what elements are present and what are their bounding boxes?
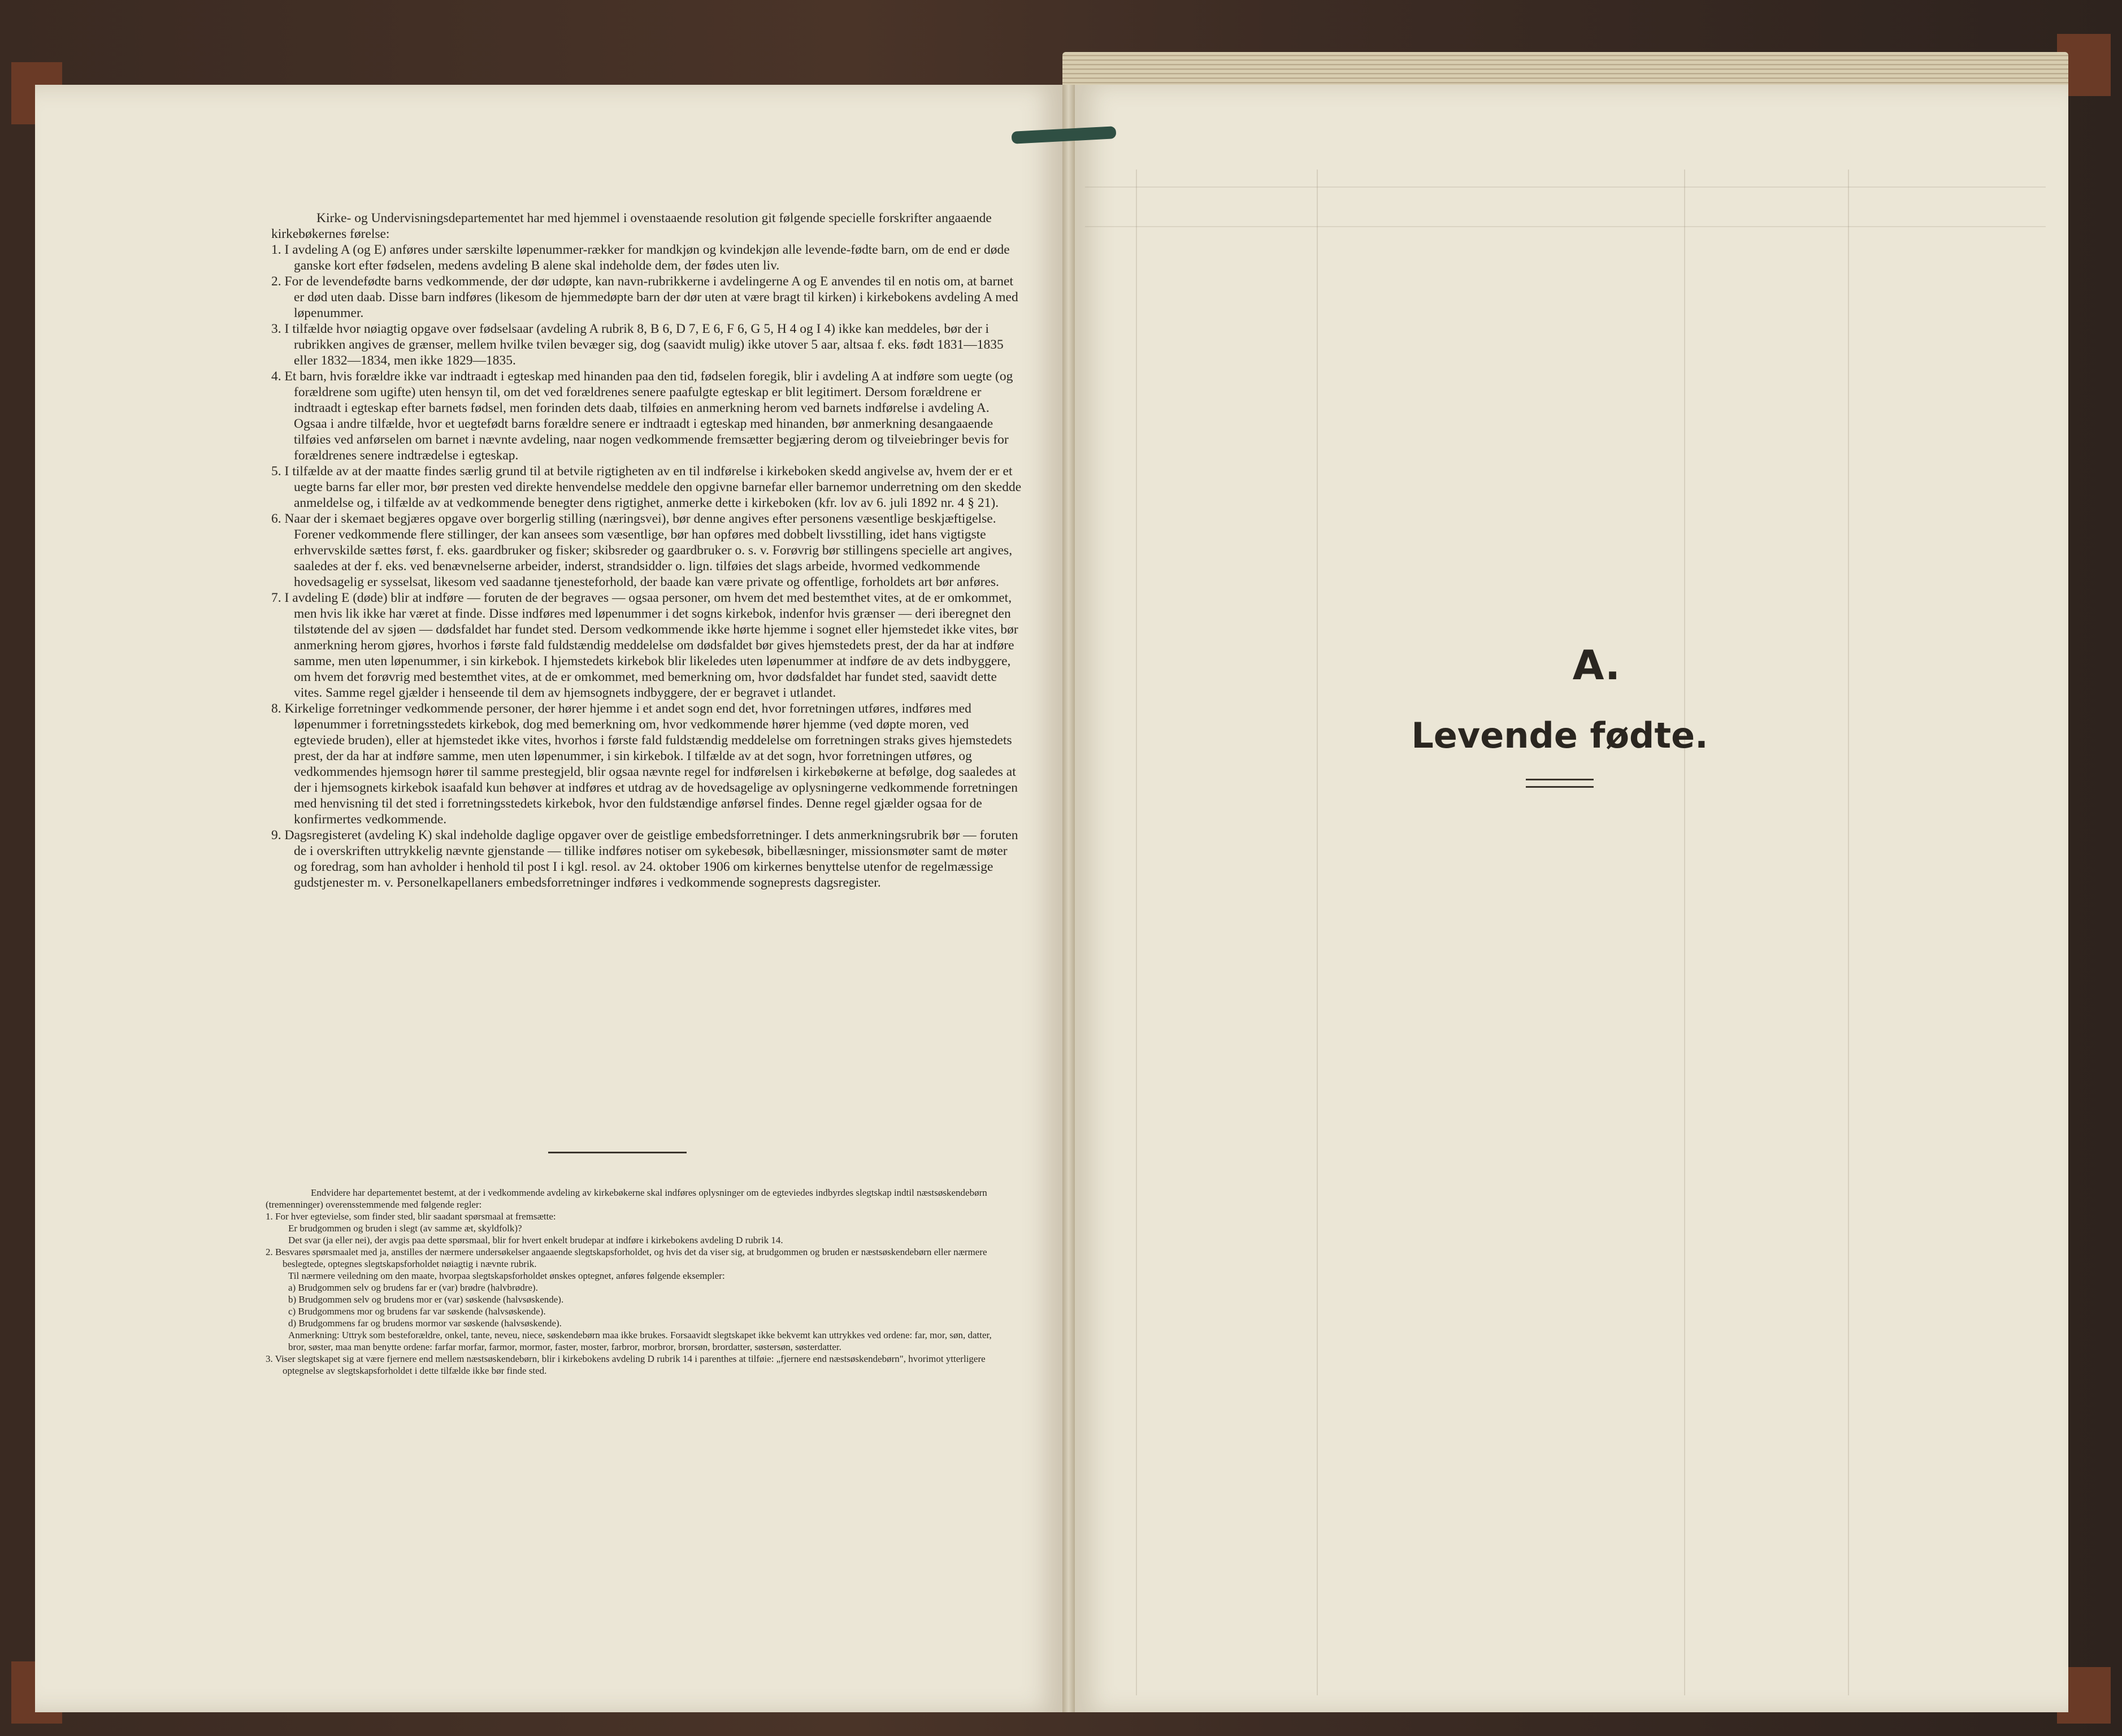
kinship-note: Anmerkning: Uttryk som besteforældre, onkel, tante, neveu, niece, søskendebørn maa ikke brukes. Forsaavidt slegtskapet ikke bekvemt kan uttrykkes ved ordene: far, mor, søn, datter, bror, søster, maa man benytte ordene: farfar morfar, farmor, mormor, faster, moster, farbror, morbror, brorsøn, brordatter, søstersøn, søsterdatter. [288, 1330, 992, 1352]
regulation-item: 2. For de levendefødte barns vedkommende, der dør udøpte, kan navn-rubrikkerne i avdelingerne A og E anvendes til en notis om, at barnet er død uten daab. Disse barn indføres (likesom de hjemmedøpte barn der dør uten at være bragt til kirken) i kirkebokens avdeling A med løpenummer. [271, 274, 1018, 320]
kinship-example: a) Brudgommen selv og brudens far er (var) brødre (halvbrødre). [288, 1282, 538, 1293]
show-through-grid-line [1085, 186, 2046, 188]
regulation-item: 5. I tilfælde av at der maatte findes særlig grund til at betvile rigtigheten av en til indførelse i kirkeboken skedd angivelse av, hvem der er et uegte barns far eller mor, bør presten ved direkte henvendelse meddele den opgivne barnefar eller barnemor underretning om den skedde anmeldelse og, i tilfælde av at vedkommende benegter dens rigtighet, anmerke dette i kirkeboken (kfr. lov av 6. juli 1892 nr. 4 § 21). [271, 464, 1022, 510]
book-gutter [1062, 85, 1075, 1712]
regulation-item: 9. Dagsregisteret (avdeling K) skal indeholde daglige opgaver over de geistlige embedsforretninger. I dets anmerkningsrubrik bør — foruten de i overskriften uttrykkelig nævnte gjenstande — tillike indføres notiser om sykebesøk, bibellæsninger, missionsmøter samt de møter og foredrag, som han avholder i henhold til post I i kgl. resol. av 24. oktober 1906 om kirkernes benyttelse utenfor de regelmæssige gudstjenester m. v. Personelkapellaners embedsforretninger indføres i vedkommende sogneprests dagsregister. [271, 828, 1018, 890]
regulation-item: 6. Naar der i skemaet begjæres opgave over borgerlig stilling (næringsvei), bør denne angives efter personens væsentlige beskjæftigelse. Forener vedkommende flere stillinger, der kan ansees som væsentlige, bør han opføres med dobbelt livsstilling, idet hans vigtigste erhvervskilde sættes først, f. eks. gaardbruker og fisker; skibsreder og gaardbruker o. s. v. Forøvrig bør stillingens specielle art angives, saaledes at der f. eks. ved benævnelserne arbeider, inderst, strandsidder o. lign. tilføies det slags arbeide, hvormed vedkommende hovedsagelig er sysselsat, likesom ved saadanne tjenesteforhold, der baade kan være private og offentlige, forholdets art bør anføres. [271, 511, 1013, 589]
kinship-item: Det svar (ja eller nei), der avgis paa dette spørsmaal, blir for hvert enkelt brudepar at indføre i kirkebokens avdeling D rubrik 14. [288, 1235, 783, 1245]
show-through-grid-line [1085, 226, 2046, 227]
regulation-item: 3. I tilfælde hvor nøiagtig opgave over fødselsaar (avdeling A rubrik 8, B 6, D 7, E 6, F 6, G 5, H 4 og I 4) ikke kan meddeles, bør der i rubrikken angives de grænser, mellem hvilke tvilen bevæger sig, dog (saavidt mulig) ikke utover 5 aar, altsaa f. eks. født 1831—1835 eller 1832—1834, men ikke 1829—1835. [271, 322, 1004, 368]
show-through-grid-line [1848, 170, 1849, 1695]
regulation-item: 1. I avdeling A (og E) anføres under særskilte løpenummer-rækker for mandkjøn og kvindekjøn alle levende-fødte barn, om de end er døde ganske kort efter fødselen, medens avdeling B alene skal indeholde dem, der fødes uten liv. [271, 242, 1010, 273]
regulations-text [271, 210, 1023, 891]
title-double-rule [1526, 779, 1594, 788]
show-through-grid-line [1317, 170, 1318, 1695]
kinship-example: d) Brudgommens far og brudens mormor var søskende (halvsøskende). [288, 1318, 562, 1329]
regulations-intro: Kirke- og Undervisningsdepartementet har med hjemmel i ovenstaaende resolution git følgende specielle forskrifter angaaende kirkebøkernes førelse: [271, 211, 992, 241]
regulation-item: 7. I avdeling E (døde) blir at indføre — foruten de der begraves — ogsaa personer, om hvem det med bestemthet vites, at de er omkommet, men hvis lik ikke har været at finde. Disse indføres med løpenummer i det sogns kirkebok, indenfor hvis grænser — deri iberegnet den tilstøtende del av sjøen — dødsfaldet har fundet sted. Dersom vedkommende ikke hørte hjemme i sognet eller hjemstedet ikke vites, bør anmerkning herom gjøres, hvorhos i første fald fuldstændig meddelelse om dødsfaldet bør gives hjemstedets prest, der da har at indføre samme, men uten løpenummer, i sin kirkebok. I hjemstedets kirkebok blir likeledes uten løpenummer at indføre de av dets indbyggere, om hvem det forøvrig med bestemthet vites, at de er omkommet, med bemerkning om, hvor dødsfaldet har fundet sted, saavidt dette vites. Samme regel gjælder i henseende til dem av hjemsognets indbyggere, der er begravet i utlandet. [271, 591, 1018, 700]
show-through-grid-line [1136, 170, 1137, 1695]
kinship-example: b) Brudgommen selv og brudens mor er (var) søskende (halvsøskende). [288, 1294, 564, 1305]
regulation-item: 4. Et barn, hvis forældre ikke var indtraadt i egteskap med hinanden paa den tid, fødselen foregik, blir i avdeling A at indføre som uegte (og forældrene som ugifte) uten hensyn til, om det ved forældrenes senere paafulgte egteskap er blit legitimert. Dersom forældrene er indtraadt i egteskap efter barnets fødsel, men forinden dets daab, tilføies en anmerkning herom ved barnets indførelse i avdeling A. Ogsaa i andre tilfælde, hvor et uegtefødt barns forældre senere er indtraadt i egteskap med hinanden, bør anmerkning desangaaende tilføies ved anførselen om barnet i nævnte avdeling, naar nogen vedkommende fremsætter begjæring derom og tilveiebringer bevis for forældrenes senere indtrædelse i egteskap. [271, 369, 1013, 463]
kinship-item: Til nærmere veiledning om den maate, hvorpaa slegtskapsforholdet ønskes optegnet, anføres følgende eksempler: [288, 1270, 725, 1281]
kinship-item: 3. Viser slegtskapet sig at være fjernere end mellem næstsøskendebørn, blir i kirkebokens avdeling D rubrik 14 i parenthes at tilføie: „fjernere end næstsøskendebørn", hvorimot ytterligere optegnelse av slegtskapsforholdet i dette tilfælde ikke bør finde sted. [266, 1353, 986, 1376]
kinship-item: 1. For hver egtevielse, som finder sted, blir saadant spørsmaal at fremsætte: [266, 1211, 556, 1222]
kinship-intro: Endvidere har departementet bestemt, at der i vedkommende avdeling av kirkebøkerne skal indføres oplysninger om de egteviedes indbyrdes slegtskap indtil næstsøskendebørn (tremenninger) overensstemmende med følgende regler: [266, 1187, 987, 1210]
right-page [1075, 85, 2068, 1712]
section-divider [548, 1152, 687, 1153]
kinship-rules-text [266, 1187, 1000, 1377]
section-heading: A. [1572, 641, 1621, 689]
regulation-item: 8. Kirkelige forretninger vedkommende personer, der hører hjemme i et andet sogn end det, hvor forretningen utføres, indføres med løpenummer i forretningsstedets kirkebok, dog med bemerkning om, hvor vedkommende hører hjemme (ved døpte moren, ved egteviede bruden), eller at hjemstedet ikke vites, hvorhos i første fald fuldstændig meddelelse om forretningen straks gives hjemstedets prest, der da har at indføre samme, men uten løpenummer, i sin kirkebok. I tilfælde av at det sogn, hvor forretningen utføres, og vedkommendes hjemsogn hører til samme prestegjeld, blir ogsaa nævnte regel for indførelsen i kirkebøkerne at befølge, dog saaledes at der i hjemsognets kirkebok isaafald kun behøver at indføres et utdrag av de hovedsagelige av oplysningerne vedkommende forretningen med henvisning til det sted i forretningsstedets kirkebok, hvor den fuldstændige anførsel findes. Denne regel gjælder ogsaa for de konfirmertes vedkommende. [271, 701, 1018, 827]
show-through-grid-line [1684, 170, 1685, 1695]
kinship-item: 2. Besvares spørsmaalet med ja, anstilles der nærmere undersøkelser angaaende slegtskapsforholdet, og hvis det da viser sig, at brudgommen og bruden er næstsøskendebørn eller nærmere beslegtede, optegnes slegtskapsforholdet nøiagtig i nævnte rubrik. [266, 1247, 987, 1269]
kinship-item: Er brudgommen og bruden i slegt (av samme æt, skyldfolk)? [288, 1223, 522, 1234]
section-title: Levende fødte. [1411, 715, 1708, 756]
kinship-example: c) Brudgommens mor og brudens far var søskende (halvsøskende). [288, 1306, 546, 1317]
